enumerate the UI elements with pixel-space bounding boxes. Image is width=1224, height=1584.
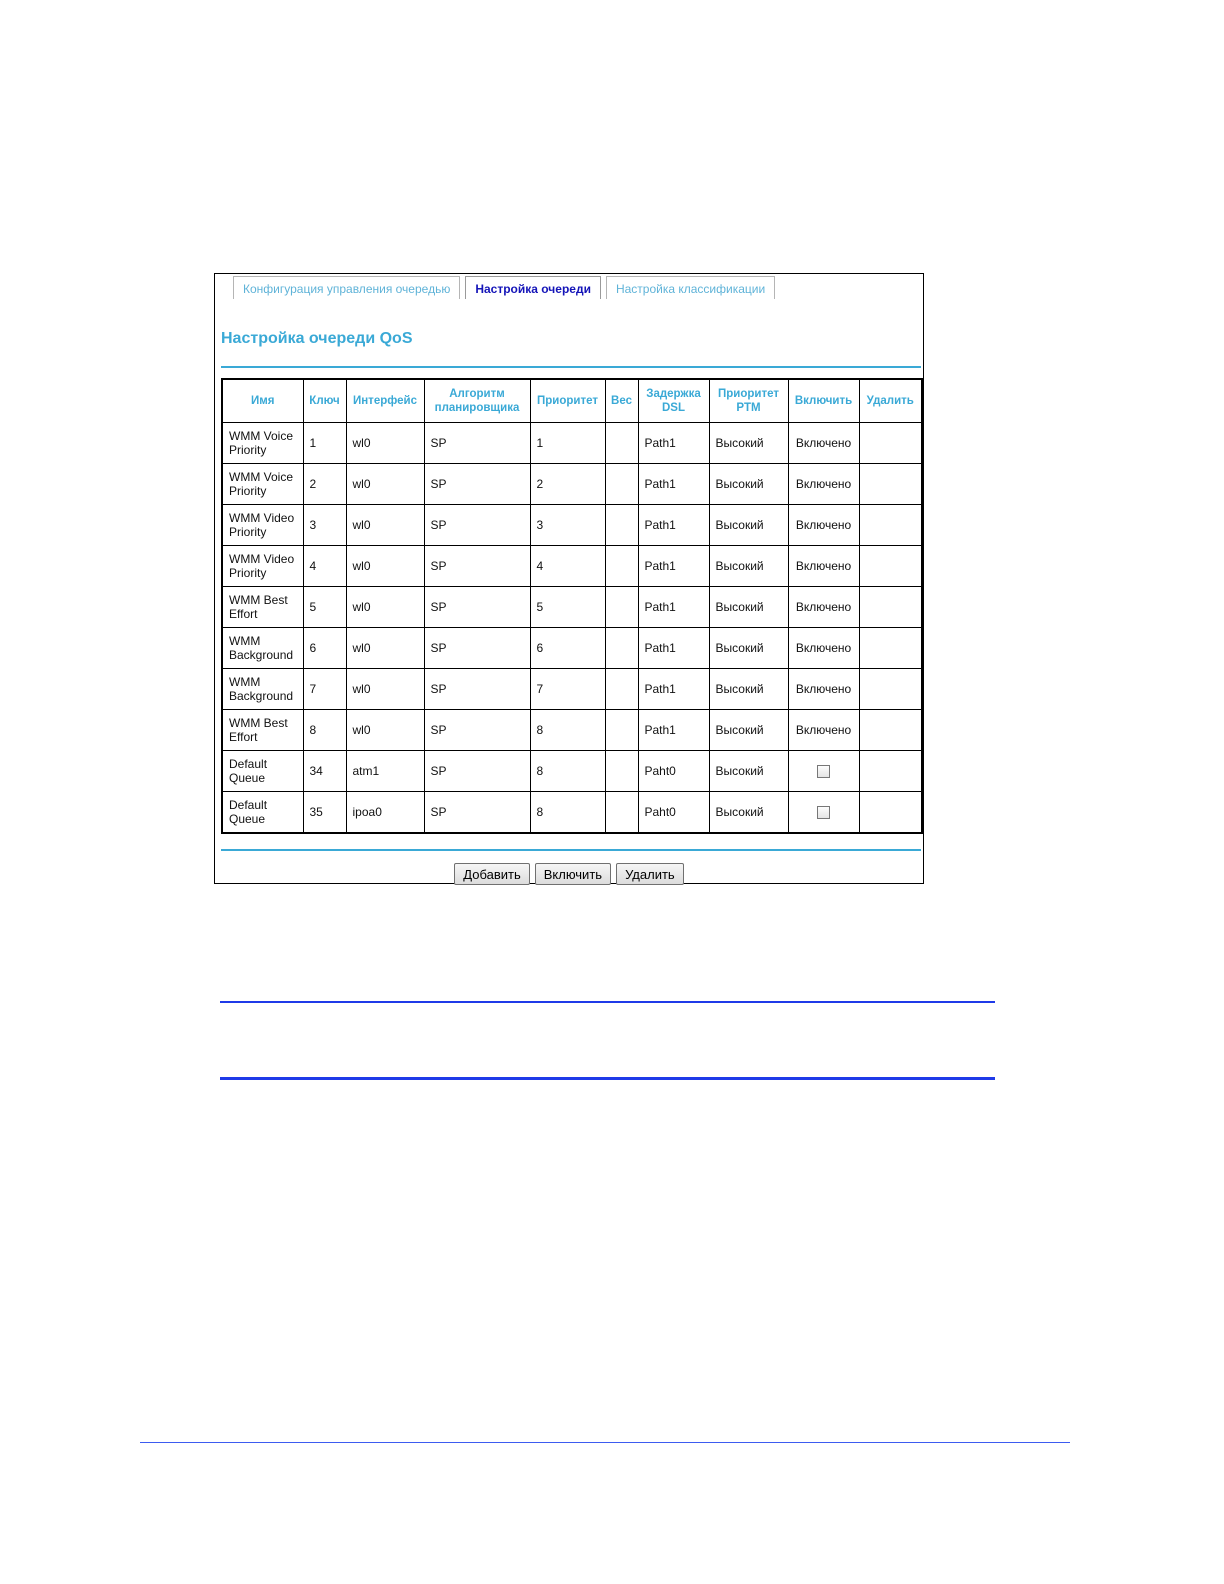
cell-ptm-priority: Высокий bbox=[709, 587, 788, 628]
cell-name: WMM Video Priority bbox=[222, 505, 303, 546]
table-row bbox=[222, 628, 922, 669]
cell-priority: 3 bbox=[530, 505, 605, 546]
cell-remove bbox=[859, 587, 922, 628]
cell-remove bbox=[859, 710, 922, 751]
cell-enable: Включено bbox=[788, 546, 859, 587]
cell-scheduler: SP bbox=[424, 792, 530, 834]
cell-interface: wl0 bbox=[346, 587, 424, 628]
cell-remove bbox=[859, 669, 922, 710]
cell-dsl-latency: Path1 bbox=[638, 587, 709, 628]
cell-scheduler: SP bbox=[424, 751, 530, 792]
cell-dsl-latency: Path1 bbox=[638, 546, 709, 587]
cell-ptm-priority: Высокий bbox=[709, 751, 788, 792]
cell-key: 34 bbox=[303, 751, 346, 792]
cell-name: Default Queue bbox=[222, 792, 303, 834]
horizontal-rule-lower bbox=[220, 1077, 995, 1080]
cell-scheduler: SP bbox=[424, 710, 530, 751]
cell-weight bbox=[605, 628, 638, 669]
cell-priority: 8 bbox=[530, 710, 605, 751]
cell-interface: wl0 bbox=[346, 423, 424, 464]
cell-enable bbox=[788, 751, 859, 792]
cell-interface: wl0 bbox=[346, 464, 424, 505]
col-header-remove: Удалить bbox=[859, 379, 922, 423]
table-row bbox=[222, 710, 922, 751]
cell-name: WMM Voice Priority bbox=[222, 464, 303, 505]
cell-enable: Включено bbox=[788, 710, 859, 751]
cell-weight bbox=[605, 792, 638, 834]
cell-interface: wl0 bbox=[346, 669, 424, 710]
table-row bbox=[222, 464, 922, 505]
tab-bar bbox=[233, 276, 775, 299]
cell-weight bbox=[605, 710, 638, 751]
cell-key: 1 bbox=[303, 423, 346, 464]
cell-priority: 6 bbox=[530, 628, 605, 669]
cell-remove bbox=[859, 628, 922, 669]
remove-button[interactable]: Удалить bbox=[616, 863, 684, 885]
cell-enable: Включено bbox=[788, 628, 859, 669]
queue-table bbox=[221, 378, 923, 834]
table-row bbox=[222, 546, 922, 587]
queue-table-body bbox=[222, 423, 922, 834]
cell-ptm-priority: Высокий bbox=[709, 505, 788, 546]
cell-interface: wl0 bbox=[346, 710, 424, 751]
cell-key: 4 bbox=[303, 546, 346, 587]
cell-dsl-latency: Path1 bbox=[638, 628, 709, 669]
col-header-interface: Интерфейс bbox=[346, 379, 424, 423]
cell-priority: 8 bbox=[530, 792, 605, 834]
title-divider bbox=[221, 366, 921, 368]
cell-scheduler: SP bbox=[424, 669, 530, 710]
cell-dsl-latency: Path1 bbox=[638, 505, 709, 546]
table-row bbox=[222, 751, 922, 792]
cell-priority: 8 bbox=[530, 751, 605, 792]
cell-priority: 4 bbox=[530, 546, 605, 587]
cell-remove bbox=[859, 423, 922, 464]
cell-remove bbox=[859, 751, 922, 792]
page-title: Настройка очереди QoS bbox=[221, 330, 413, 347]
tab-queue-management-config[interactable]: Конфигурация управления очередью bbox=[233, 276, 460, 299]
cell-name: WMM Best Effort bbox=[222, 587, 303, 628]
cell-interface: wl0 bbox=[346, 546, 424, 587]
cell-name: WMM Background bbox=[222, 669, 303, 710]
cell-weight bbox=[605, 546, 638, 587]
add-button[interactable]: Добавить bbox=[454, 863, 529, 885]
cell-enable: Включено bbox=[788, 423, 859, 464]
cell-scheduler: SP bbox=[424, 464, 530, 505]
cell-remove bbox=[859, 464, 922, 505]
cell-interface: wl0 bbox=[346, 505, 424, 546]
action-buttons bbox=[215, 863, 923, 885]
cell-name: WMM Video Priority bbox=[222, 546, 303, 587]
cell-key: 2 bbox=[303, 464, 346, 505]
table-divider bbox=[221, 849, 921, 851]
cell-interface: ipoa0 bbox=[346, 792, 424, 834]
cell-ptm-priority: Высокий bbox=[709, 628, 788, 669]
cell-weight bbox=[605, 505, 638, 546]
col-header-priority: Приоритет bbox=[530, 379, 605, 423]
cell-ptm-priority: Высокий bbox=[709, 464, 788, 505]
cell-dsl-latency: Path1 bbox=[638, 464, 709, 505]
cell-scheduler: SP bbox=[424, 546, 530, 587]
cell-name: Default Queue bbox=[222, 751, 303, 792]
table-row bbox=[222, 669, 922, 710]
horizontal-rule-upper bbox=[220, 1001, 995, 1003]
cell-weight bbox=[605, 464, 638, 505]
table-row bbox=[222, 423, 922, 464]
qos-queue-panel bbox=[214, 273, 924, 884]
col-header-weight: Вес bbox=[605, 379, 638, 423]
cell-ptm-priority: Высокий bbox=[709, 792, 788, 834]
enable-checkbox[interactable] bbox=[817, 806, 830, 819]
cell-ptm-priority: Высокий bbox=[709, 546, 788, 587]
cell-priority: 5 bbox=[530, 587, 605, 628]
cell-remove bbox=[859, 792, 922, 834]
cell-scheduler: SP bbox=[424, 423, 530, 464]
table-row bbox=[222, 792, 922, 834]
cell-key: 8 bbox=[303, 710, 346, 751]
cell-weight bbox=[605, 751, 638, 792]
cell-enable bbox=[788, 792, 859, 834]
cell-dsl-latency: Path1 bbox=[638, 423, 709, 464]
tab-queue-setup[interactable]: Настройка очереди bbox=[465, 276, 601, 299]
cell-name: WMM Best Effort bbox=[222, 710, 303, 751]
col-header-name: Имя bbox=[222, 379, 303, 423]
enable-button[interactable]: Включить bbox=[535, 863, 611, 885]
table-row bbox=[222, 505, 922, 546]
col-header-enable: Включить bbox=[788, 379, 859, 423]
cell-priority: 7 bbox=[530, 669, 605, 710]
col-header-dsl-latency: Задержка DSL bbox=[638, 379, 709, 423]
cell-weight bbox=[605, 669, 638, 710]
col-header-ptm-priority: Приоритет PTM bbox=[709, 379, 788, 423]
cell-enable: Включено bbox=[788, 464, 859, 505]
cell-remove bbox=[859, 505, 922, 546]
cell-scheduler: SP bbox=[424, 587, 530, 628]
cell-enable: Включено bbox=[788, 669, 859, 710]
tab-classification-setup[interactable]: Настройка классификации bbox=[606, 276, 775, 299]
cell-ptm-priority: Высокий bbox=[709, 423, 788, 464]
cell-name: WMM Background bbox=[222, 628, 303, 669]
page-footer-rule bbox=[140, 1442, 1070, 1443]
cell-interface: atm1 bbox=[346, 751, 424, 792]
cell-scheduler: SP bbox=[424, 628, 530, 669]
cell-scheduler: SP bbox=[424, 505, 530, 546]
cell-key: 7 bbox=[303, 669, 346, 710]
cell-key: 35 bbox=[303, 792, 346, 834]
cell-dsl-latency: Path1 bbox=[638, 710, 709, 751]
cell-key: 6 bbox=[303, 628, 346, 669]
table-header-row bbox=[222, 379, 922, 423]
cell-ptm-priority: Высокий bbox=[709, 669, 788, 710]
cell-name: WMM Voice Priority bbox=[222, 423, 303, 464]
cell-key: 3 bbox=[303, 505, 346, 546]
cell-dsl-latency: Paht0 bbox=[638, 751, 709, 792]
cell-enable: Включено bbox=[788, 587, 859, 628]
cell-weight bbox=[605, 587, 638, 628]
col-header-key: Ключ bbox=[303, 379, 346, 423]
enable-checkbox[interactable] bbox=[817, 765, 830, 778]
cell-weight bbox=[605, 423, 638, 464]
cell-dsl-latency: Path1 bbox=[638, 669, 709, 710]
cell-ptm-priority: Высокий bbox=[709, 710, 788, 751]
cell-priority: 1 bbox=[530, 423, 605, 464]
cell-interface: wl0 bbox=[346, 628, 424, 669]
cell-enable: Включено bbox=[788, 505, 859, 546]
cell-dsl-latency: Paht0 bbox=[638, 792, 709, 834]
cell-priority: 2 bbox=[530, 464, 605, 505]
cell-remove bbox=[859, 546, 922, 587]
table-row bbox=[222, 587, 922, 628]
cell-key: 5 bbox=[303, 587, 346, 628]
col-header-scheduler: Алгоритм планировщика bbox=[424, 379, 530, 423]
